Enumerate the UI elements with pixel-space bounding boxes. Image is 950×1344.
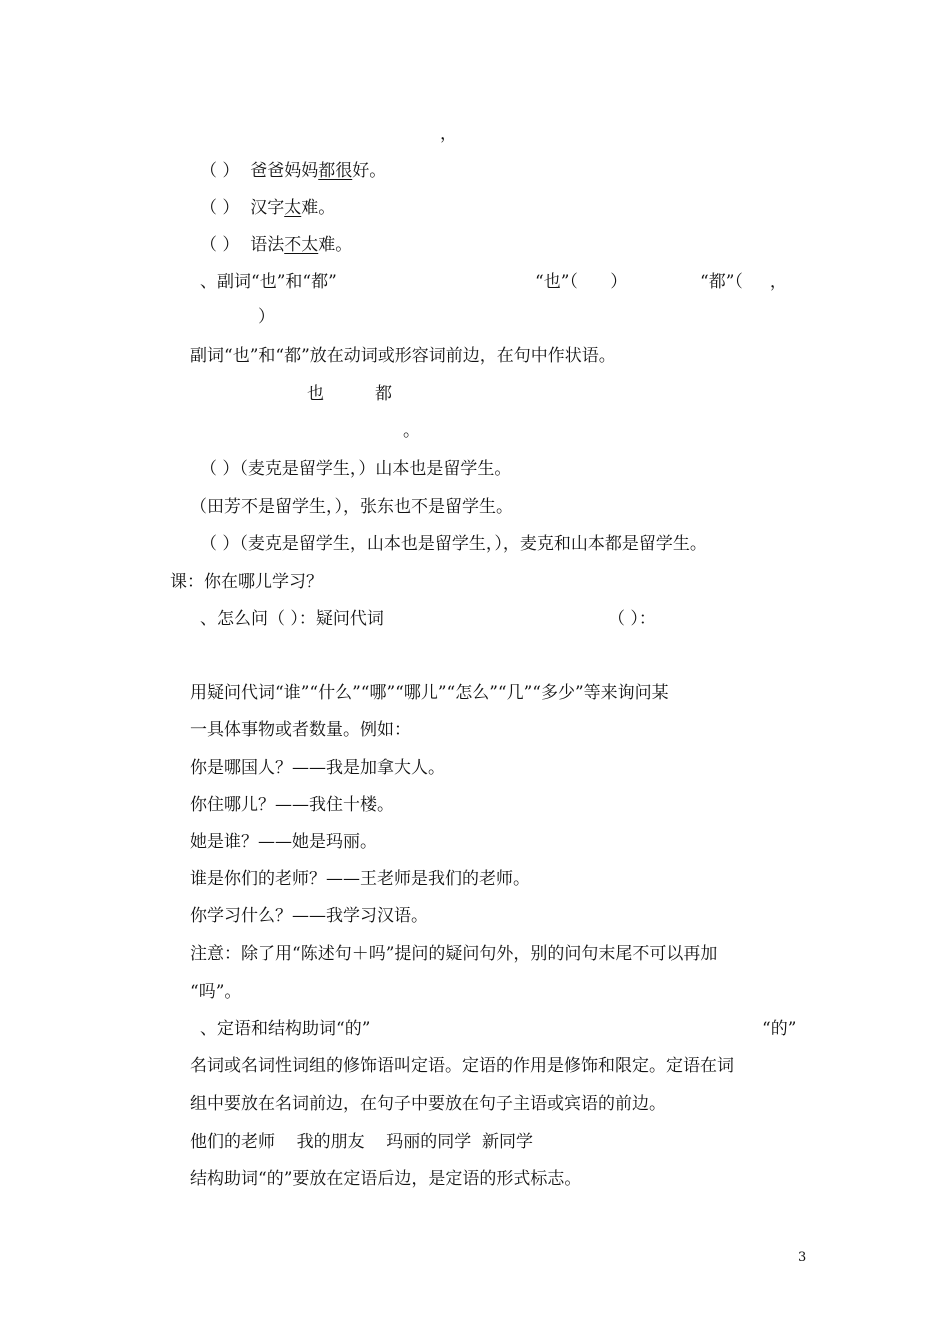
text-line xyxy=(700,271,787,293)
text-segment: （ ）（麦克是留学生，山本也是留学生，），麦克和山本都是留学生。 xyxy=(200,534,707,554)
text-line xyxy=(200,234,352,256)
underlined-text: 太 xyxy=(284,198,302,218)
text-line xyxy=(190,719,411,741)
text-segment: “吗”。 xyxy=(190,982,242,1002)
text-line xyxy=(190,943,717,965)
text-line xyxy=(170,571,323,593)
text-segment: 结构助词“的”要放在定语后边，是定语的形式标志。 xyxy=(190,1169,582,1189)
text-segment: （ ）（麦克是留学生，）山本也是留学生。 xyxy=(200,459,512,479)
text-line xyxy=(190,682,669,704)
text-segment: 好。 xyxy=(352,161,387,181)
text-segment: 一具体事物或者数量。例如： xyxy=(190,720,411,740)
text-segment: ） xyxy=(258,307,275,327)
page-number: 3 xyxy=(798,1250,807,1265)
text-segment: 难。 xyxy=(318,235,353,255)
text-segment: 你住哪儿？——我住十楼。 xyxy=(190,795,394,815)
text-segment: 。 xyxy=(403,421,420,441)
text-line xyxy=(190,868,530,890)
text-segment: 、怎么问（ ）：疑问代词 xyxy=(200,609,384,629)
text-segment: 你学习什么？——我学习汉语。 xyxy=(190,906,428,926)
text-line xyxy=(258,306,275,328)
text-segment: （ ） 语法 xyxy=(200,235,285,255)
text-line xyxy=(200,608,384,630)
text-segment: 也 xyxy=(307,384,324,404)
text-segment: “的” xyxy=(762,1019,797,1039)
text-segment: 副词“也”和“都”放在动词或形容词前边，在句中作状语。 xyxy=(190,346,616,366)
text-segment: ， xyxy=(440,124,457,144)
text-line xyxy=(440,123,457,145)
text-line xyxy=(608,608,656,630)
text-segment: （ ） 汉字 xyxy=(200,198,285,218)
text-segment: 、副词“也”和“都” xyxy=(200,272,337,292)
text-line xyxy=(762,1018,796,1040)
text-segment: 用疑问代词“谁”“什么”“哪”“哪儿”“怎么”“几”“多少”等来询问某 xyxy=(190,683,669,703)
text-line xyxy=(190,345,616,367)
text-segment: 难。 xyxy=(301,198,336,218)
text-line xyxy=(190,1093,666,1115)
text-line xyxy=(190,1131,533,1153)
text-line xyxy=(190,794,394,816)
text-line xyxy=(190,905,428,927)
text-segment: “也”（ ） xyxy=(535,272,628,292)
text-segment: （ ） 爸爸妈妈 xyxy=(200,161,319,181)
text-line xyxy=(200,271,337,293)
text-line xyxy=(190,1168,581,1190)
text-line xyxy=(190,757,445,779)
text-segment: 你是哪国人？——我是加拿大人。 xyxy=(190,758,445,778)
underlined-text: 不太 xyxy=(284,235,319,255)
text-line xyxy=(190,831,377,853)
text-segment: 她是谁？——她是玛丽。 xyxy=(190,832,377,852)
text-segment: “都”（ ， xyxy=(700,272,787,292)
text-segment: 注意：除了用“陈述句＋吗”提问的疑问句外，别的问句末尾不可以再加 xyxy=(190,944,718,964)
text-line xyxy=(307,383,324,405)
text-line xyxy=(403,420,420,442)
text-segment: 组中要放在名词前边，在句子中要放在句子主语或宾语的前边。 xyxy=(190,1094,666,1114)
text-line xyxy=(190,981,241,1003)
text-line xyxy=(200,533,707,555)
text-segment: 名词或名词性词组的修饰语叫定语。定语的作用是修饰和限定。定语在词 xyxy=(190,1056,734,1076)
text-line xyxy=(200,160,386,182)
text-line xyxy=(200,458,511,480)
text-line xyxy=(535,271,627,293)
text-line xyxy=(190,1055,734,1077)
text-line xyxy=(375,383,392,405)
text-segment: 课：你在哪儿学习？ xyxy=(170,572,323,592)
text-segment: （田芳不是留学生，），张东也不是留学生。 xyxy=(190,497,513,517)
text-segment: 、定语和结构助词“的” xyxy=(200,1019,371,1039)
text-line xyxy=(200,197,335,219)
underlined-text: 都很 xyxy=(318,161,353,181)
text-segment: 谁是你们的老师？——王老师是我们的老师。 xyxy=(190,869,530,889)
text-line xyxy=(200,1018,370,1040)
text-segment: 都 xyxy=(375,384,392,404)
text-line xyxy=(190,496,513,518)
text-segment: 他们的老师 我的朋友 玛丽的同学 新同学 xyxy=(190,1132,534,1152)
text-segment: （ ）： xyxy=(608,609,656,629)
